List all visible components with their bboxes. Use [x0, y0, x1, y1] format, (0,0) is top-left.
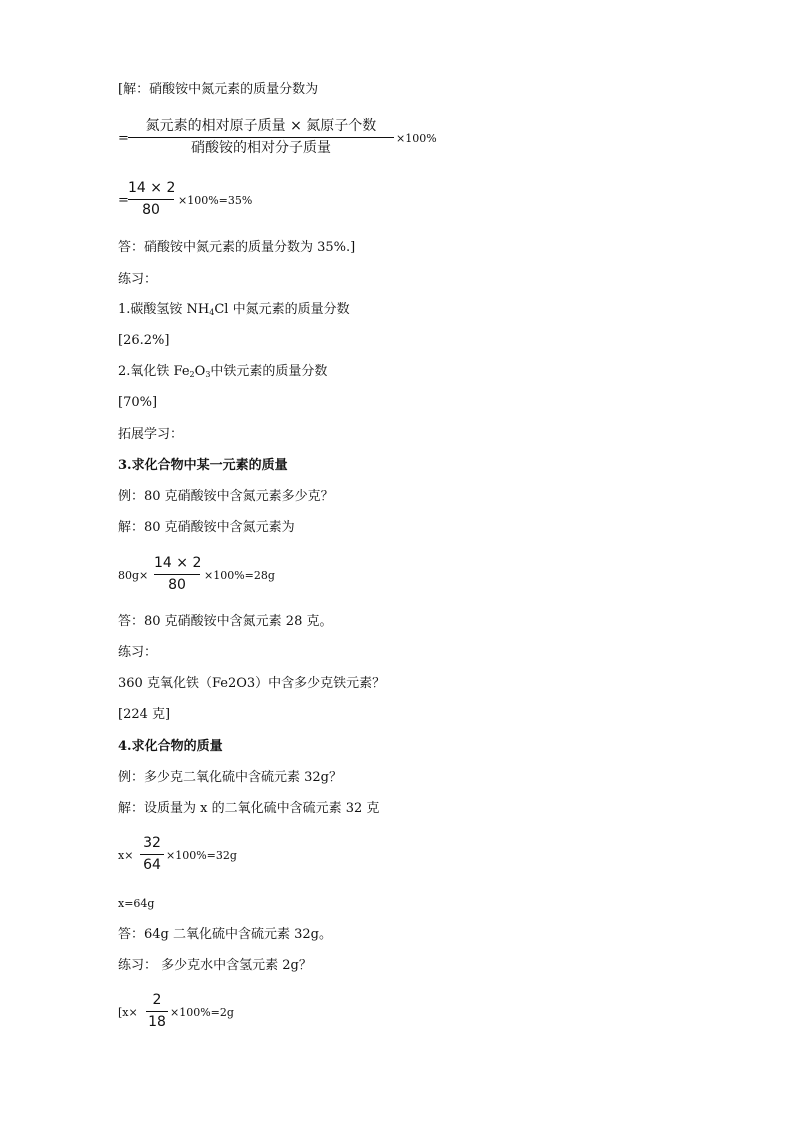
- practice-question-1: [118, 302, 350, 321]
- q2-mid: O: [194, 364, 206, 379]
- fraction-bar: [146, 1011, 168, 1012]
- calc-fraction: [140, 834, 164, 874]
- calc-denominator: 18: [148, 1014, 166, 1030]
- calc-suffix: ×100%=35%: [178, 194, 253, 207]
- fraction-bar: [128, 199, 174, 200]
- practice-label: 练习：: [118, 272, 158, 287]
- section-4-solution: 解：设质量为 x 的二氧化硫中含硫元素 32 克: [118, 801, 380, 816]
- q2-prefix: 2.氧化铁 Fe: [118, 364, 190, 379]
- q1-prefix: 1.碳酸氢铵 NH: [118, 302, 210, 317]
- calc-prefix: =: [118, 193, 129, 208]
- calc-fraction: [154, 554, 200, 594]
- section-4-example: 例：多少克二氧化硫中含硫元素 32g？: [118, 770, 342, 785]
- extension-label: 拓展学习：: [118, 427, 184, 442]
- calc-denominator: 80: [168, 577, 186, 593]
- calc-suffix: ×100%=28g: [204, 569, 275, 582]
- fraction-bar: [140, 854, 164, 855]
- formula-numerator: 氮元素的相对原子质量 × 氮原子个数: [145, 118, 377, 134]
- calc-suffix: ×100%=32g: [166, 849, 237, 862]
- section-3-practice-answer: [224 克]: [118, 707, 171, 722]
- q1-subscript: 4: [209, 308, 215, 317]
- calc-numerator: 14 × 2: [154, 555, 202, 571]
- formula-suffix: ×100%: [396, 132, 437, 145]
- calc-numerator: 14 × 2: [128, 180, 176, 196]
- practice-answer-1: [26.2%]: [118, 333, 170, 348]
- calc-prefix: [x×: [118, 1006, 138, 1019]
- q1-suffix: Cl 中氮元素的质量分数: [214, 302, 350, 317]
- fraction-bar: [128, 137, 394, 138]
- section-4-result: x=64g: [118, 897, 155, 910]
- formula-prefix: =: [118, 131, 129, 146]
- solution-intro: [解：硝酸铵中氮元素的质量分数为: [118, 82, 319, 97]
- formula-fraction: [128, 117, 394, 157]
- calc-denominator: 80: [142, 202, 160, 218]
- section-3-example: 例：80 克硝酸铵中含氮元素多少克？: [118, 489, 334, 504]
- calc-denominator: 64: [143, 857, 161, 873]
- section-4-practice: 练习： 多少克水中含氢元素 2g？: [118, 958, 312, 973]
- section-3-practice-question: 360 克氧化铁（Fe2O3）中含多少克铁元素？: [118, 676, 386, 691]
- calc-prefix: x×: [118, 849, 134, 862]
- calc-numerator: 2: [152, 992, 162, 1008]
- section-3-solution: 解：80 克硝酸铵中含氮元素为: [118, 520, 295, 535]
- q2-subscript-2: 3: [205, 370, 211, 379]
- practice-question-2: [118, 364, 327, 383]
- calc-suffix: ×100%=2g: [170, 1006, 234, 1019]
- section-4-heading: 4.求化合物的质量: [118, 739, 223, 754]
- q2-subscript-1: 2: [189, 370, 195, 379]
- practice-answer-2: [70%]: [118, 395, 158, 410]
- calc-fraction: [146, 991, 168, 1031]
- calc-fraction: [128, 179, 174, 219]
- calc-numerator: 32: [143, 835, 161, 851]
- fraction-bar: [154, 574, 200, 575]
- calc-prefix: 80g×: [118, 569, 149, 582]
- q2-suffix: 中铁元素的质量分数: [210, 364, 328, 379]
- section-4-answer: 答：64g 二氧化硫中含硫元素 32g。: [118, 927, 332, 942]
- section-3-heading: 3.求化合物中某一元素的质量: [118, 458, 288, 473]
- section-3-practice-label: 练习：: [118, 645, 158, 660]
- answer-line: 答：硝酸铵中氮元素的质量分数为 35%.]: [118, 240, 356, 255]
- formula-denominator: 硝酸铵的相对分子质量: [191, 140, 331, 156]
- section-3-answer: 答：80 克硝酸铵中含氮元素 28 克。: [118, 614, 333, 629]
